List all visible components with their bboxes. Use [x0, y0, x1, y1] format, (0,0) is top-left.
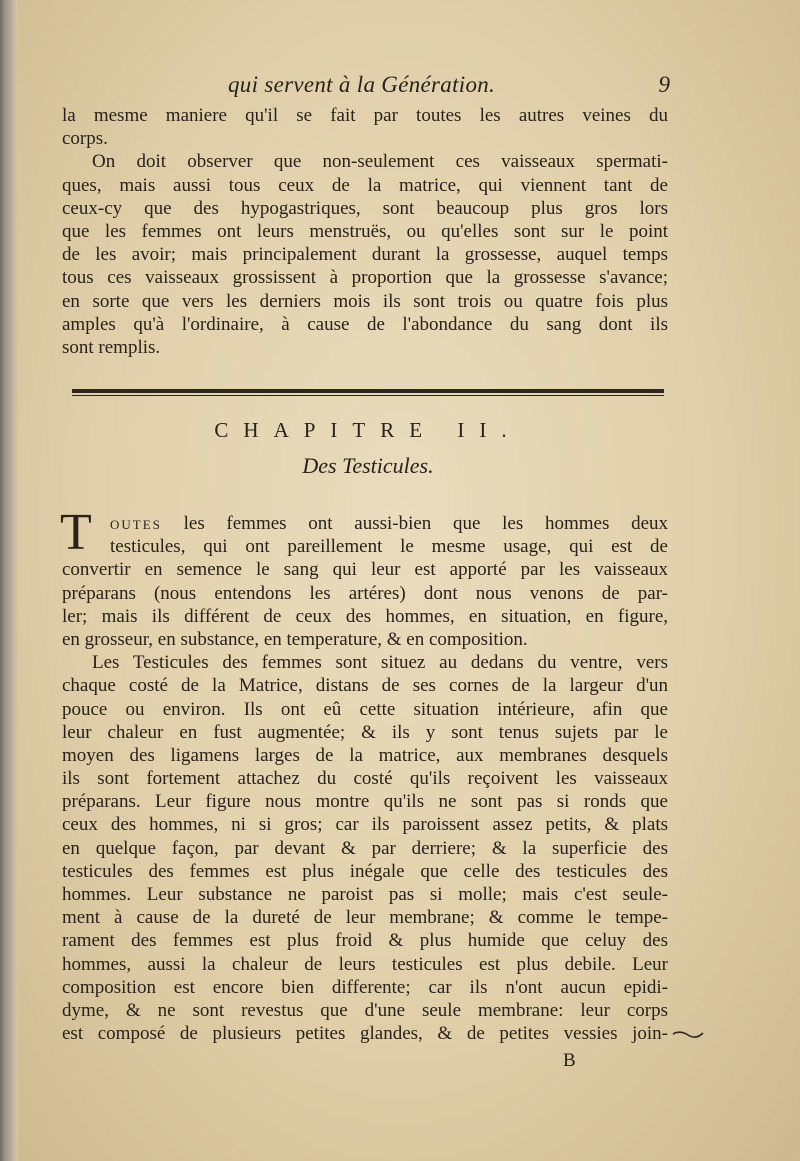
text-line: de les avoir; mais principalement durant la grossesse, auquel temps: [62, 244, 668, 266]
chapter-heading: CHAPITRE II.: [214, 418, 522, 442]
drop-cap: T: [60, 504, 92, 561]
text-line: ler; mais ils différent de ceux des hommes, en situation, en figure,: [62, 605, 668, 627]
text-line: en sorte que vers les derniers mois ils sont trois ou quatre fois plus: [62, 290, 668, 312]
page-number: 9: [658, 72, 670, 97]
first-word: outes: [110, 513, 162, 534]
paragraph-continuation: [62, 104, 668, 359]
text-line: leur chaleur en fust augmentée; & ils y sont tenus sujets par le: [62, 721, 668, 743]
text-line: composition est encore bien differente; car ils n'ont aucun epidi-: [62, 976, 668, 998]
text-line: moyen des ligamens larges de la matrice, aux membranes desquels: [62, 744, 668, 766]
text-line: en grosseur, en substance, en temperature, & en composition.: [62, 628, 528, 650]
chapter-body: [60, 504, 668, 1045]
text-line: préparans. Leur figure nous montre qu'ils ne sont pas si ronds que: [62, 791, 668, 813]
text-line: hommes. Leur substance ne paroist pas si molle; mais c'est seule-: [62, 884, 668, 905]
text-line: est composé de plusieurs petites glandes, & de petites vessies join-: [62, 1023, 668, 1045]
running-title: qui servent à la Génération.: [228, 72, 496, 97]
text-line: ques, mais aussi tous ceux de la matrice, qui viennent tant de: [62, 174, 668, 196]
text-line: corps.: [62, 128, 108, 150]
text-line: en quelque façon, par devant & par derriere; & la superficie des: [62, 837, 668, 859]
chapter-title: Des Testicules.: [302, 453, 434, 478]
text-line: tous ces vaisseaux grossissent à proportion que la grossesse s'avance;: [62, 267, 668, 289]
text-line: rament des femmes est plus froid & plus humide que celuy des: [62, 930, 668, 952]
text-line: sont remplis.: [62, 336, 161, 358]
text-line: On doit observer que non-seulement ces vaisseaux spermati-: [92, 151, 668, 173]
text-line: ment à cause de la dureté de leur membrane; & comme le tempe-: [62, 907, 668, 929]
text-line-first: [62, 512, 668, 535]
running-head: [60, 72, 670, 102]
binding-gutter: [0, 0, 18, 1161]
text-line: testicules, qui ont pareillement le mesme usage, qui est de: [110, 536, 668, 558]
signature-mark: B: [563, 1050, 576, 1071]
text-line: que les femmes ont leurs menstruës, ou qu'elles sont sur le point: [62, 220, 668, 242]
text-line: ceux des hommes, ni si gros; car ils paroissent assez petits, & plats: [62, 814, 668, 836]
text-line: pouce ou environ. Ils ont eû cette situation intérieure, afin que: [62, 698, 668, 720]
text-line: chaque costé de la Matrice, distans de ses cornes de la largeur d'un: [62, 675, 668, 697]
text-line: testicules des femmes est plus inégale que celle des testicules des: [62, 860, 668, 882]
text-line: la mesme maniere qu'il se fait par toutes les autres veines du: [62, 105, 668, 126]
section-divider-rule: [72, 389, 664, 393]
text-line: convertir en semence le sang qui leur est apporté par les vaisseaux: [62, 559, 668, 581]
text-line: ceux-cy que des hypogastriques, sont beaucoup plus gros lors: [62, 197, 668, 219]
margin-ink-mark: [672, 1026, 704, 1042]
text-line: amples qu'à l'ordinaire, à cause de l'abondance du sang dont ils: [62, 313, 668, 335]
text-line: Les Testicules des femmes sont situez au dedans du ventre, vers: [92, 652, 668, 674]
text-line: hommes, aussi la chaleur de leurs testicules est plus debile. Leur: [62, 953, 668, 975]
text-line: dyme, & ne sont revestus que d'une seule membrane: leur corps: [62, 999, 668, 1021]
text-line: préparans (nous entendons les artéres) dont nous venons de par-: [62, 582, 668, 604]
text-line: ils sont fortement attachez du costé qu'ils reçoivent les vaisseaux: [62, 768, 668, 790]
first-line-text: les femmes ont aussi-bien que les hommes deux: [183, 513, 668, 534]
